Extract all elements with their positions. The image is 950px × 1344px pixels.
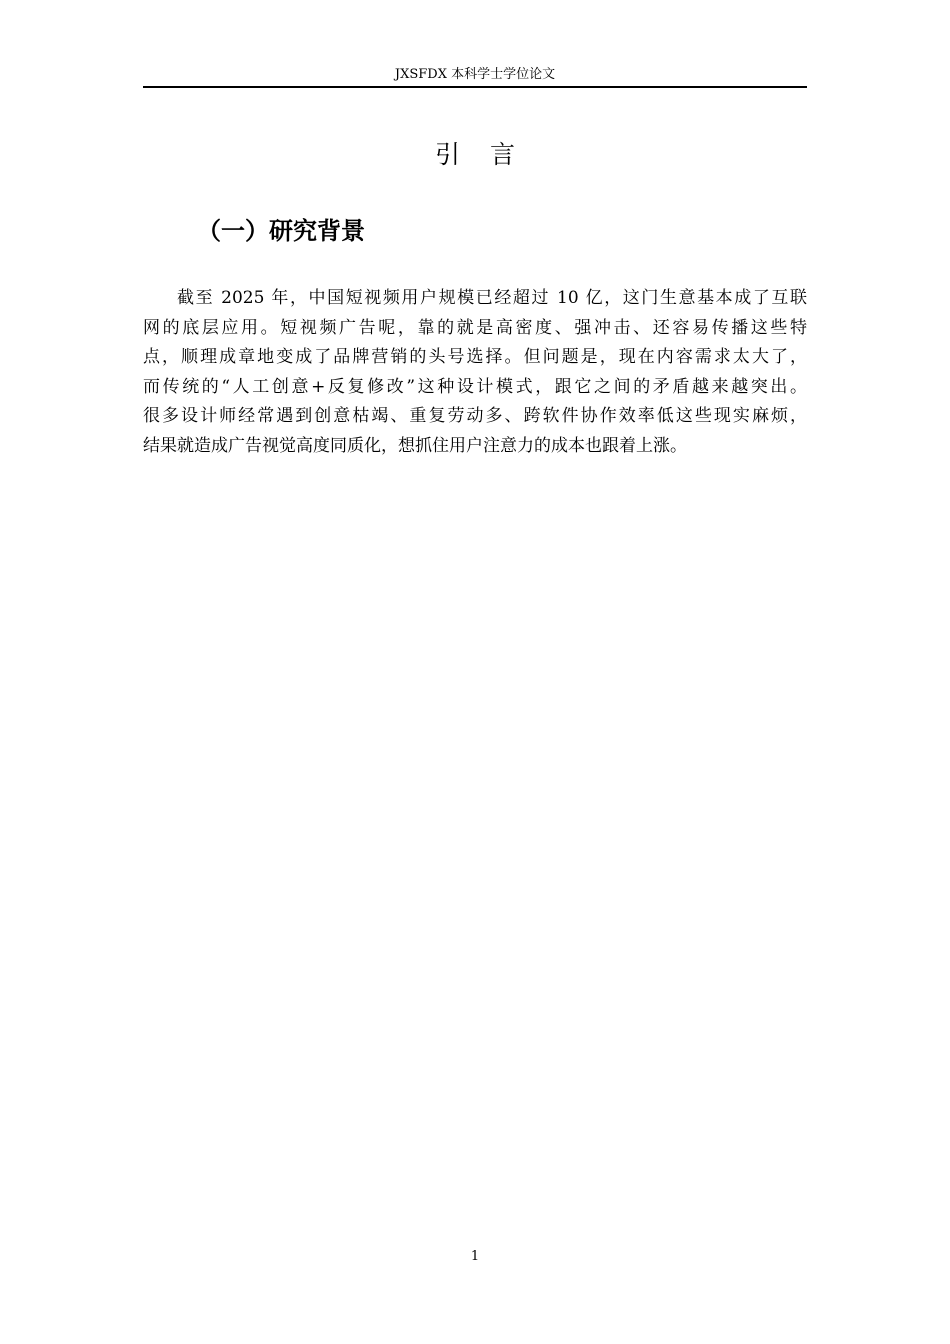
paragraph-line: 结果就造成广告视觉高度同质化，想抓住用户注意力的成本也跟着上涨。 <box>143 435 687 456</box>
paragraph-line: 网的底层应用。短视频广告呢，靠的就是高密度、强冲击、还容易传播这些特 <box>143 317 807 338</box>
page-number: 1 <box>470 1249 480 1264</box>
page-header <box>143 66 807 88</box>
paragraph-line: 截至 2025 年，中国短视频用户规模已经超过 10 亿，这门生意基本成了互联 <box>177 288 807 308</box>
header-text: JXSFDX 本科学士学位论文 <box>394 67 556 82</box>
body-paragraph <box>143 284 807 461</box>
paragraph-line: 很多设计师经常遇到创意枯竭、重复劳动多、跨软件协作效率低这些现实麻烦， <box>143 406 807 426</box>
paragraph-line: 而传统的“人工创意+反复修改”这种设计模式，跟它之间的矛盾越来越突出。 <box>143 376 807 397</box>
section-title: （一）研究背景 <box>197 217 365 245</box>
chapter-title: 引言 <box>434 140 545 169</box>
paragraph-line: 点，顺理成章地变成了品牌营销的头号选择。但问题是，现在内容需求太大了， <box>143 347 807 367</box>
